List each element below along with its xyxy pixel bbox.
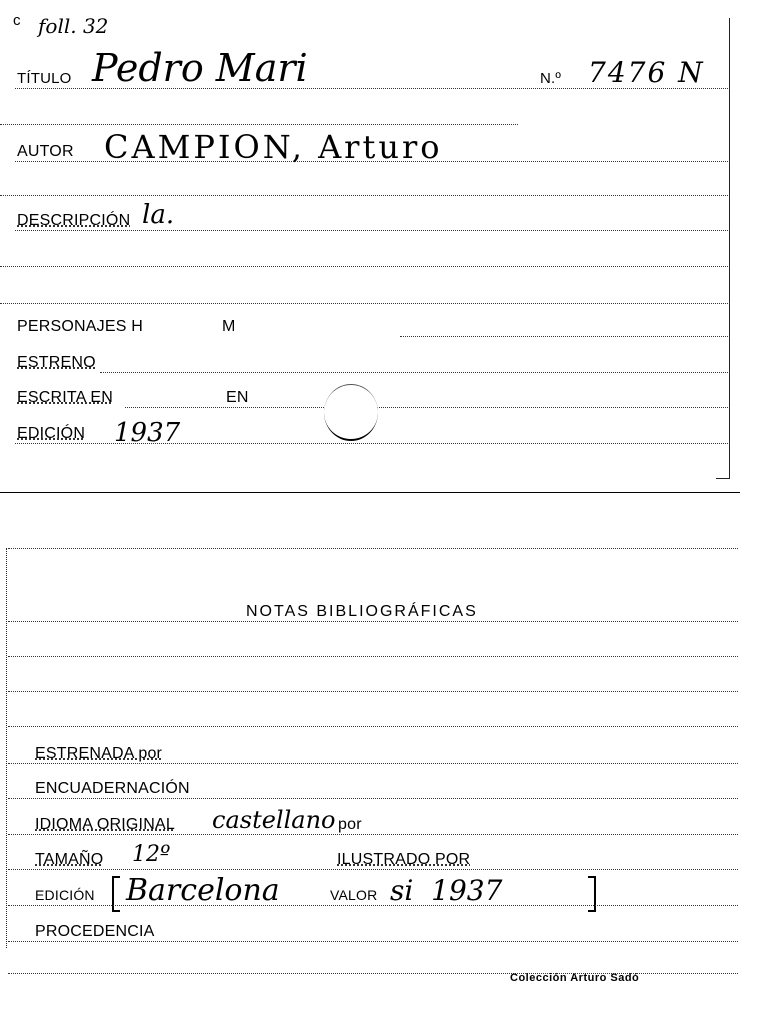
numero-label: N.º	[540, 70, 562, 87]
tamano-label: TAMAÑO	[35, 851, 104, 868]
line-4	[0, 195, 730, 196]
descripcion-line	[15, 230, 730, 231]
coleccion-stamp: Colección Arturo Sadó	[510, 972, 640, 984]
punch-hole	[324, 384, 378, 441]
idioma-line	[8, 834, 738, 835]
edicion-label: EDICIÓN	[17, 425, 86, 442]
idioma-label: IDIOMA ORIGINAL	[35, 816, 175, 833]
edicion-line	[15, 443, 730, 444]
numero-value: 7476 N	[588, 56, 705, 89]
line-2	[0, 124, 518, 125]
personajes-line	[400, 336, 730, 337]
idioma-suffix: por	[338, 816, 362, 833]
escrita-label: ESCRITA EN	[17, 389, 113, 406]
descripcion-label: DESCRIPCIÓN	[17, 212, 131, 229]
escrita-line	[125, 407, 730, 408]
m-label: M	[222, 318, 236, 335]
edicion-bracket-right	[588, 876, 596, 912]
notas-title: NOTAS BIBLIOGRÁFICAS	[246, 603, 478, 620]
edicion-bracket-left	[112, 876, 120, 912]
procedencia-line	[8, 941, 738, 942]
notas-line-3	[8, 691, 738, 692]
idioma-value: castellano	[212, 806, 336, 834]
edicion2-line	[8, 905, 738, 906]
line-7	[0, 303, 730, 304]
notas-line-2	[8, 656, 738, 657]
autor-label: AUTOR	[17, 143, 74, 160]
estreno-line	[100, 372, 730, 373]
en-label: EN	[226, 389, 249, 406]
tamano-line	[8, 869, 738, 870]
card-bottom-top-edge	[8, 548, 738, 549]
titulo-line	[15, 88, 730, 89]
estrenada-label: ESTRENADA por	[35, 745, 163, 762]
card-bottom-left-border	[6, 548, 7, 948]
tamano-value: 12º	[132, 842, 171, 867]
edicion2-value: Barcelona	[126, 873, 280, 908]
estreno-label: ESTRENO	[17, 354, 96, 371]
card-top-bottom-edge	[0, 492, 740, 493]
autor-value: CAMPION, Arturo	[104, 128, 443, 166]
autor-line	[15, 161, 730, 162]
valor-value: si 1937	[390, 874, 503, 907]
valor-label: VALOR	[330, 887, 378, 903]
encuadernacion-label: ENCUADERNACIÓN	[35, 780, 190, 797]
notas-line-1	[8, 621, 738, 622]
line-6	[0, 266, 730, 267]
card-top-bottom-bracket	[716, 478, 730, 479]
notas-line-4	[8, 726, 738, 727]
card-top-right-border	[729, 18, 730, 478]
estrenada-line	[8, 763, 738, 764]
corner-note: c	[13, 12, 21, 29]
ilustrado-label: ILUSTRADO POR	[337, 851, 471, 868]
titulo-value: Pedro Mari	[92, 46, 308, 90]
personajes-label: PERSONAJES H	[17, 318, 143, 335]
titulo-label: TÍTULO	[17, 70, 72, 87]
procedencia-label: PROCEDENCIA	[35, 923, 155, 940]
descripcion-value: la.	[142, 200, 175, 230]
encuadernacion-line	[8, 798, 738, 799]
edicion2-label: EDICIÓN	[35, 887, 95, 903]
edicion-value: 1937	[114, 418, 181, 448]
folio-number: foll. 32	[38, 14, 109, 38]
